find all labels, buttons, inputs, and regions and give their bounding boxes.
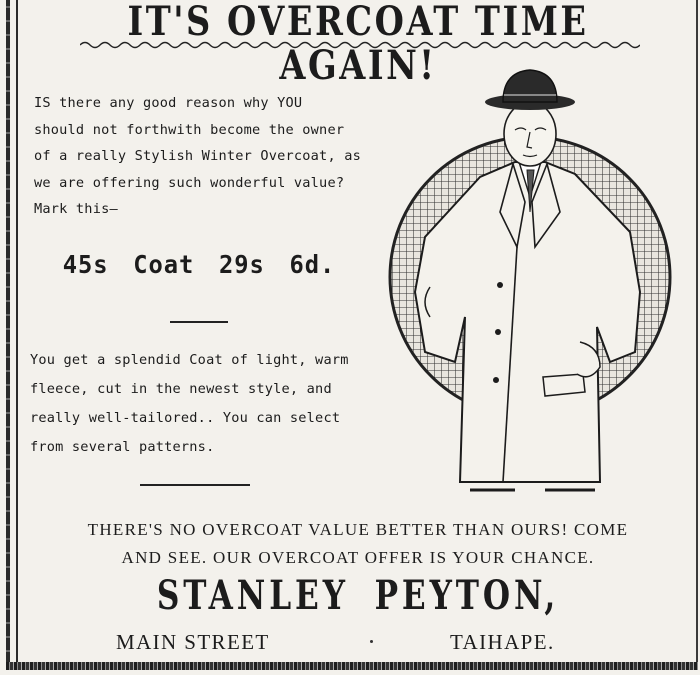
headline-wavy-rule [80, 40, 640, 50]
separator-dot [370, 640, 373, 643]
details-line: fleece, cut in the newest style, and [30, 381, 332, 397]
merchant-town: TAIHAPE. [450, 630, 555, 654]
headline: IT'S OVERCOAT TIME AGAIN! [127, 0, 589, 89]
divider-rule [140, 484, 250, 486]
tagline-line-2: AND SEE. OUR OVERCOAT OFFER IS YOUR CHANCE. [121, 548, 595, 567]
details-paragraph [30, 346, 375, 462]
details-line: You get a splendid Coat of light, warm [30, 352, 349, 368]
intro-line: of a really Stylish Winter Overcoat, as [34, 148, 361, 164]
tagline-line-1: THERE'S NO OVERCOAT VALUE BETTER THAN OURS! COME [87, 520, 629, 539]
merchant-name: STANLEY PEYTON, [156, 572, 560, 619]
intro-paragraph [34, 90, 384, 223]
details-line: from several patterns. [30, 439, 215, 455]
price-line: 45s Coat 29s 6d. [62, 250, 336, 279]
border-right [696, 0, 698, 668]
details-line: really well-tailored.. You can select [30, 410, 341, 426]
tagline [22, 516, 694, 572]
intro-line: IS there any good reason why YOU [34, 95, 303, 111]
border-left-inner [16, 0, 18, 668]
intro-line: Mark this— [34, 201, 118, 217]
divider-rule [170, 321, 228, 323]
border-left [6, 0, 10, 668]
intro-line: should not forthwith become the owner [34, 121, 345, 138]
man-in-overcoat-illustration [385, 62, 680, 502]
border-bottom [6, 662, 698, 670]
intro-line: we are offering such wonderful value? [34, 174, 345, 191]
merchant-street: MAIN STREET [116, 630, 270, 654]
